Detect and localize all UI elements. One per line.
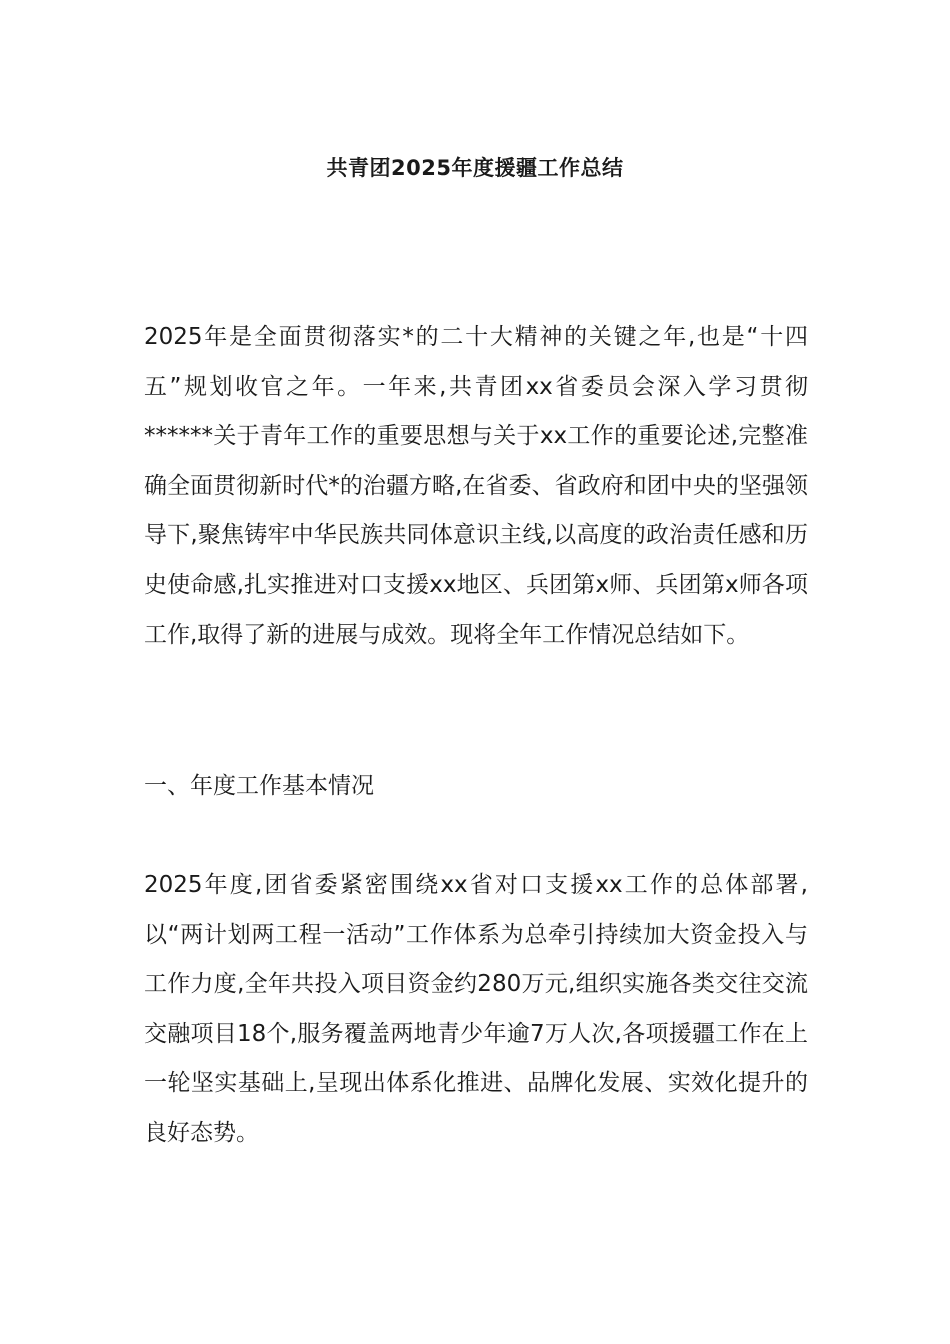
- section-heading: 一、年度工作基本情况: [144, 773, 374, 799]
- document-title: 共青团2025年度援疆工作总结: [326, 156, 624, 180]
- section-paragraph: 2025年度,团省委紧密围绕xx省对口支援xx工作的总体部署,以“两计划两工程一活动”工作体系为总牵引持续加大资金投入与工作力度,全年共投入项目资金约280万元,组织实施各类交往交流交融项目18个,服务覆盖两地青少年逾7万人次,各项援疆工作在上一轮坚实基础上,呈现出体系化推进、品牌化发展、实效化提升的良好态势。: [144, 872, 808, 1146]
- intro-paragraph: 2025年是全面贯彻落实*的二十大精神的关键之年,也是“十四五”规划收官之年。一年来,共青团xx省委员会深入学习贯彻******关于青年工作的重要思想与关于xx工作的重要论述,完整准确全面贯彻新时代*的治疆方略,在省委、省政府和团中央的坚强领导下,聚焦铸牢中华民族共同体意识主线,以高度的政治责任感和历史使命感,扎实推进对口支援xx地区、兵团第x师、兵团第x师各项工作,取得了新的进展与成效。现将全年工作情况总结如下。: [144, 324, 808, 648]
